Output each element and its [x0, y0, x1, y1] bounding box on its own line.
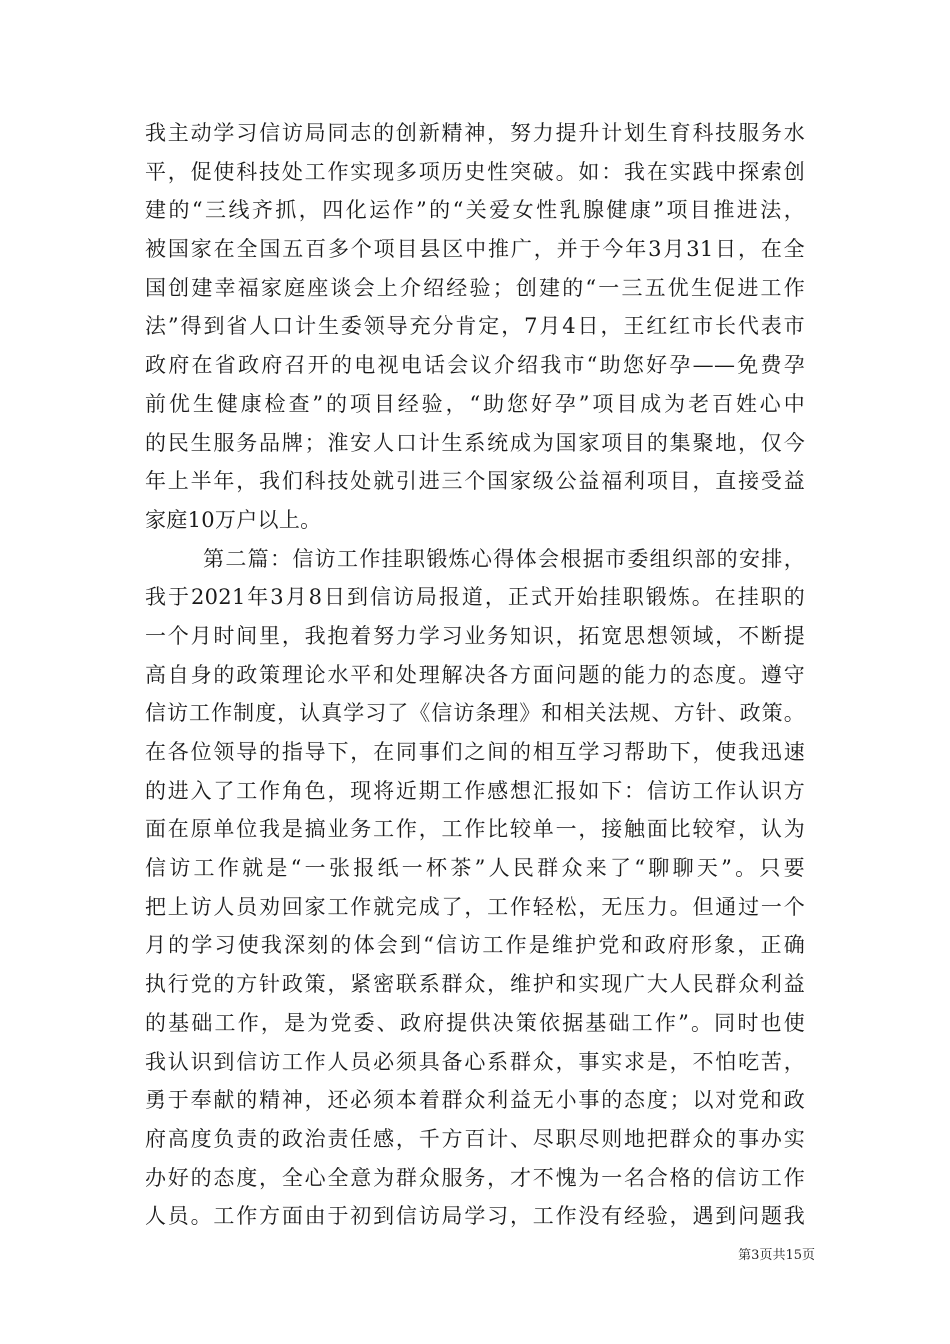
- text-line: 建的“三线齐抓，四化运作”的“关爱女性乳腺健康”项目推进法，: [145, 198, 805, 223]
- text-line: 月的学习使我深刻的体会到“信访工作是维护党和政府形象，正确: [145, 933, 805, 958]
- text-line: 被国家在全国五百多个项目县区中推广，并于今年3月31日，在全: [145, 237, 805, 262]
- text-line: 我于2021年3月8日到信访局报道，正式开始挂职锻炼。在挂职的: [145, 585, 805, 610]
- text-line: 一个月时间里，我抱着努力学习业务知识，拓宽思想领域，不断提: [145, 623, 805, 648]
- text-line: 信访工作制度，认真学习了《信访条理》和相关法规、方针、政策。: [145, 701, 805, 726]
- text-line: 前优生健康检查”的项目经验，“助您好孕”项目成为老百姓心中: [145, 391, 805, 416]
- text-line: 的进入了工作角色，现将近期工作感想汇报如下：信访工作认识方: [145, 778, 805, 803]
- text-line: 执行党的方针政策，紧密联系群众，维护和实现广大人民群众利益: [145, 972, 805, 997]
- text-line: 信访工作就是“一张报纸一杯茶”人民群众来了“聊聊天”。只要: [145, 856, 805, 881]
- text-line: 在各位领导的指导下，在同事们之间的相互学习帮助下，使我迅速: [145, 740, 805, 764]
- text-line: 年上半年，我们科技处就引进三个国家级公益福利项目，直接受益: [145, 469, 805, 494]
- text-line: 高自身的政策理论水平和处理解决各方面问题的能力的态度。遵守: [145, 662, 805, 687]
- text-line: 把上访人员劝回家工作就完成了，工作轻松，无压力。但通过一个: [145, 894, 805, 919]
- text-line: 人员。工作方面由于初到信访局学习，工作没有经验，遇到问题我: [145, 1204, 805, 1229]
- text-line: 国创建幸福家庭座谈会上介绍经验；创建的“一三五优生促进工作: [145, 275, 805, 300]
- text-line: 家庭10万户以上。: [145, 507, 322, 532]
- text-line: 面在原单位我是搞业务工作，工作比较单一，接触面比较窄，认为: [145, 817, 805, 842]
- text-line: 我认识到信访工作人员必须具备心系群众，事实求是，不怕吃苦，: [145, 1049, 805, 1074]
- body-text: [145, 114, 805, 1236]
- text-line: 法”得到省人口计生委领导充分肯定，7月4日，王红红市长代表市: [145, 314, 805, 339]
- text-line: 平，促使科技处工作实现多项历史性突破。如：我在实践中探索创: [145, 159, 805, 184]
- page-number: 第3页共15页: [738, 1248, 815, 1263]
- text-line: 的民生服务品牌；淮安人口计生系统成为国家项目的集聚地，仅今: [145, 430, 805, 455]
- text-line: 第二篇：信访工作挂职锻炼心得体会根据市委组织部的安排，: [203, 546, 805, 571]
- text-line: 府高度负责的政治责任感，千方百计、尽职尽则地把群众的事办实: [145, 1126, 805, 1151]
- text-line: 政府在省政府召开的电视电话会议介绍我市“助您好孕——免费孕: [145, 353, 805, 378]
- text-line: 的基础工作，是为党委、政府提供决策依据基础工作”。同时也使: [145, 1010, 805, 1035]
- text-line: 我主动学习信访局同志的创新精神，努力提升计划生育科技服务水: [145, 121, 805, 145]
- text-line: 办好的态度，全心全意为群众服务，才不愧为一名合格的信访工作: [145, 1165, 805, 1190]
- text-line: 勇于奉献的精神，还必须本着群众利益无小事的态度；以对党和政: [145, 1088, 805, 1113]
